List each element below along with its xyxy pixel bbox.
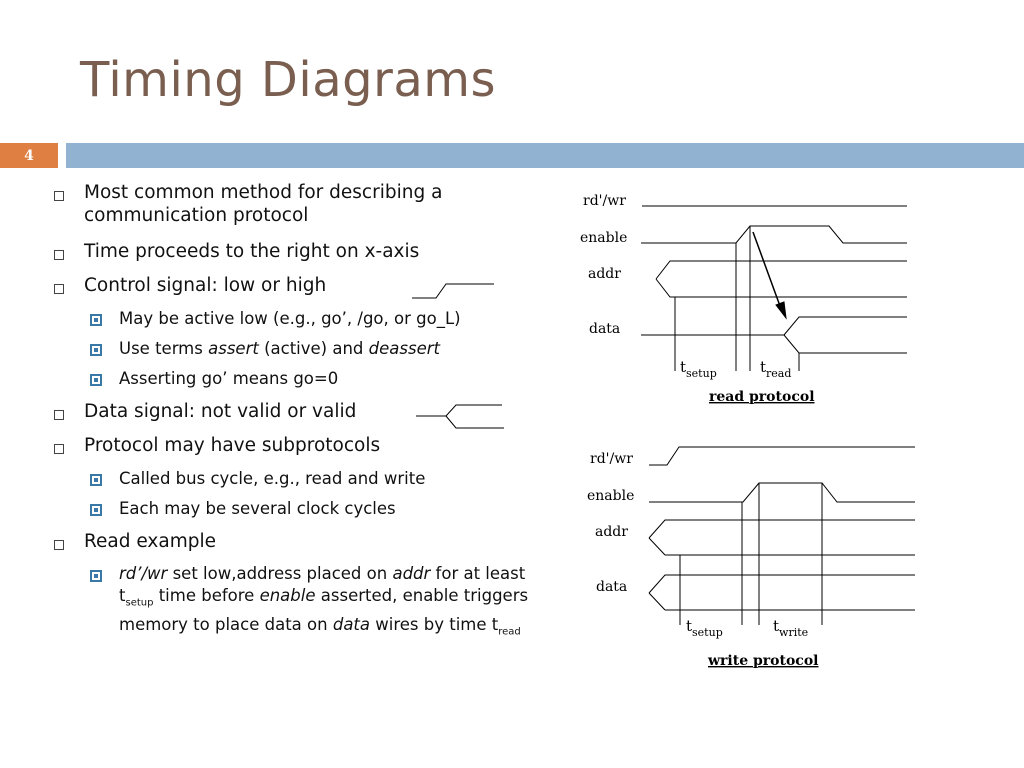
read-t-read xyxy=(760,358,791,380)
read-arrow-head xyxy=(776,302,786,318)
bullet-6a-text: asserted, enable triggers memory to place data on xyxy=(119,586,529,635)
bullet-3a: May be active low (e.g., go’, /go, or go_L) xyxy=(119,309,461,328)
bullet-3b-text: (active) and xyxy=(258,339,369,358)
write-t-write-main: t xyxy=(773,617,780,635)
bullet-6a-text: wires by time t xyxy=(370,615,499,635)
write-t-setup-sub: setup xyxy=(692,626,723,639)
bullet-6a-text: time before xyxy=(153,586,260,605)
data-signal-waveform-bottom xyxy=(446,416,504,428)
read-label-data: data xyxy=(589,321,621,337)
write-protocol-caption: write protocol xyxy=(708,653,819,669)
read-t-setup xyxy=(680,358,717,380)
read-t-setup-main: t xyxy=(680,358,687,376)
write-t-setup-main: t xyxy=(686,617,693,635)
bullet-6a-sub-read: read xyxy=(498,626,521,638)
bullet-6a-rdwr: rd’/wr xyxy=(119,564,168,583)
bullet-6a-sub-setup: setup xyxy=(125,597,154,609)
bullet-6: Read example xyxy=(84,531,216,552)
write-protocol-waveforms xyxy=(649,447,915,625)
read-t-read-main: t xyxy=(760,358,767,376)
bullet-6a-enable: enable xyxy=(259,586,316,605)
write-label-rdwr: rd'/wr xyxy=(590,451,633,467)
read-label-enable: enable xyxy=(580,230,628,246)
bullet-6a-data: data xyxy=(332,615,371,635)
bullet-6a-text: set low,address placed on xyxy=(167,564,393,583)
bullet-5a: Called bus cycle, e.g., read and write xyxy=(119,469,426,488)
write-t-setup xyxy=(686,617,723,639)
bullet-3b-assert: assert xyxy=(208,339,259,358)
data-signal-waveform-top xyxy=(416,405,502,416)
bullet-3: Control signal: low or high xyxy=(84,275,327,296)
bullet-5: Protocol may have subprotocols xyxy=(84,435,381,456)
write-label-addr: addr xyxy=(595,524,628,540)
write-t-write-sub: write xyxy=(779,626,809,639)
bullet-1: Most common method for describing a communication protocol xyxy=(84,182,443,226)
write-label-enable: enable xyxy=(587,488,635,504)
read-label-addr: addr xyxy=(588,266,621,282)
bullet-4: Data signal: not valid or valid xyxy=(84,401,357,422)
bullet-5b: Each may be several clock cycles xyxy=(119,499,396,518)
slide-title: Timing Diagrams xyxy=(80,52,497,108)
bullet-3b-text: Use terms xyxy=(119,339,209,358)
bullet-3b-deassert: deassert xyxy=(368,339,440,358)
bullet-6a-text: for at least t xyxy=(119,564,526,605)
bullet-3c: Asserting go’ means go=0 xyxy=(119,369,339,388)
bullet-2: Time proceeds to the right on x-axis xyxy=(84,241,420,262)
control-signal-waveform xyxy=(412,284,494,298)
bullet-6a-addr: addr xyxy=(392,564,431,583)
write-t-write xyxy=(773,617,808,639)
read-label-rdwr: rd'/wr xyxy=(583,193,626,209)
slide-number: 4 xyxy=(0,143,58,168)
read-t-setup-sub: setup xyxy=(686,367,717,380)
write-label-data: data xyxy=(596,579,628,595)
read-t-read-sub: read xyxy=(766,367,792,380)
read-protocol-caption: read protocol xyxy=(709,389,815,405)
read-protocol-waveforms xyxy=(641,206,907,371)
